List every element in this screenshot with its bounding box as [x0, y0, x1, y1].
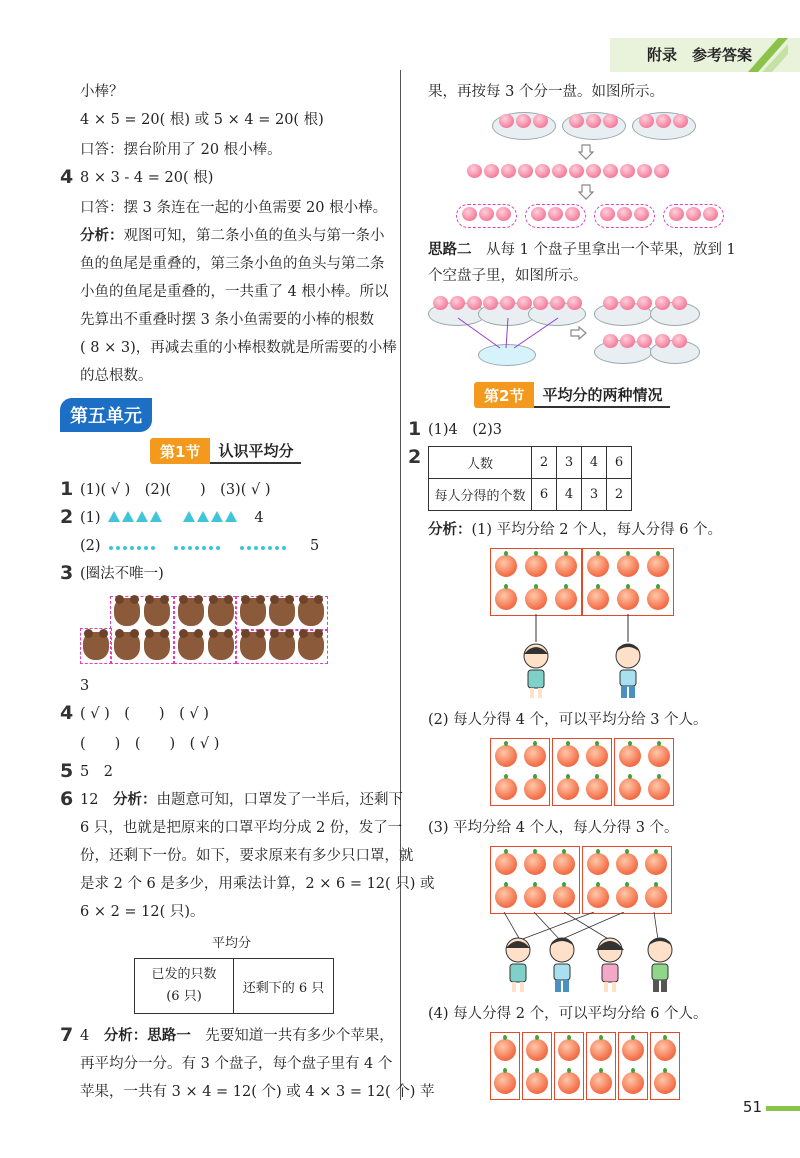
question-number: 2 — [60, 506, 74, 528]
bear-icon — [144, 632, 170, 660]
analysis-label: 思路二 — [428, 242, 472, 258]
section-tag-1 — [150, 438, 301, 464]
text-line: 是求 2 个 6 是多少，用乘法计算，2 × 6 = 12( 只) 或 — [80, 876, 435, 892]
text-line: 6 × 2 = 12( 只)。 — [80, 904, 205, 920]
dot-answer-line — [80, 536, 319, 556]
item-answer: 4 — [254, 510, 264, 526]
analysis-line — [80, 790, 403, 810]
unit-title: 第五单元 — [60, 398, 152, 432]
apple-groups-circled — [456, 204, 724, 228]
table-header-cell: 人数 — [429, 447, 532, 479]
circle-group — [456, 204, 517, 228]
item-answer: 12 — [80, 792, 99, 808]
item-answer: 5 — [309, 538, 320, 554]
cell-text: 已发的只数 — [151, 967, 217, 982]
analysis-text: 由题意可知，口罩发了一半后，还剩下 — [156, 792, 403, 808]
circle-group — [594, 204, 655, 228]
peach-group — [554, 1032, 584, 1100]
analysis-label: 分析： — [112, 792, 157, 808]
text-line: 5 2 — [80, 764, 113, 780]
section-tag-2 — [474, 382, 670, 408]
bear-icon — [114, 598, 140, 626]
question-number: 4 — [60, 166, 74, 188]
table-cell: 2 — [607, 479, 632, 511]
text-line: ( ) ( ) ( √ ) — [80, 736, 220, 752]
child-girl-icon — [498, 934, 538, 994]
table-cell: 3 — [582, 479, 607, 511]
text-line: 苹果，一共有 3 × 4 = 12( 个) 或 4 × 3 = 12( 个) 苹 — [80, 1084, 435, 1100]
apple-group — [498, 114, 549, 132]
column-divider — [400, 70, 401, 1100]
text-line: 个空盘子里，如图所示。 — [428, 268, 588, 284]
text-line: 小棒？ — [80, 84, 124, 100]
text-line: ( 8 × 3)，再减去重的小棒根数就是所需要的小棒 — [80, 340, 397, 356]
text-line: 份，还剩下一份。如下，要求原来有多少只口罩，就 — [80, 848, 414, 864]
bear-icon — [269, 632, 295, 660]
text-line: 8 × 3 - 4 = 20( 根) — [80, 170, 214, 186]
bear-icon — [208, 598, 234, 626]
child-girl-icon — [590, 934, 630, 994]
text-line: 3 — [80, 678, 90, 694]
distribution-table — [428, 446, 632, 511]
header-title: 附录 参考答案 — [646, 46, 752, 64]
item-prefix: (2) — [80, 538, 101, 554]
peach-group — [552, 738, 612, 806]
peach-groups — [490, 846, 672, 914]
question-number: 3 — [60, 562, 74, 584]
dot-group-icon — [238, 538, 287, 554]
bear-icon — [83, 632, 109, 660]
child-girl-icon — [516, 640, 556, 700]
text-line: (3) 平均分给 4 个人，每人分得 3 个。 — [428, 820, 679, 836]
table-cell: 4 — [582, 447, 607, 479]
table-header-cell: 每人分得的个数 — [429, 479, 532, 511]
table-cell: 还剩下的 6 只 — [234, 959, 334, 1014]
child-boy-icon — [640, 934, 680, 994]
arrow-down-icon — [578, 144, 594, 160]
table-cell: 2 — [532, 447, 557, 479]
question-number: 6 — [60, 788, 74, 810]
question-number: 1 — [60, 478, 74, 500]
bears-figure — [80, 596, 330, 662]
text-line: (4) 每人分得 2 个，可以平均分给 6 个人。 — [428, 1006, 708, 1022]
text-line: 口答：摆台阶用了 20 根小棒。 — [80, 142, 282, 158]
text-line: 鱼的鱼尾是重叠的，第三条小鱼的鱼头与第二条 — [80, 256, 385, 272]
triangle-answer-line — [80, 508, 264, 528]
mask-table — [134, 958, 334, 1014]
triangle-group-icon — [107, 510, 163, 526]
text-line: (1)4 (2)3 — [428, 422, 503, 438]
child-boy-icon — [608, 640, 648, 700]
peach-group — [614, 738, 674, 806]
peach-group — [618, 1032, 648, 1100]
text-line: 果，再按每 3 个分一盘。如图所示。 — [428, 84, 664, 100]
item-answer: 4 — [80, 1028, 90, 1044]
peach-group — [522, 1032, 552, 1100]
question-number: 7 — [60, 1024, 74, 1046]
analysis-line — [428, 520, 722, 540]
dot-group-icon — [107, 538, 156, 554]
peach-group — [490, 1032, 520, 1100]
bear-icon — [240, 632, 266, 660]
page-number-bar — [766, 1106, 800, 1111]
redistribute-figure — [428, 294, 698, 366]
section-number: 第1节 — [150, 438, 210, 464]
text-line: 再平均分一分。有 3 个盘子，每个盘子里有 4 个 — [80, 1056, 393, 1072]
analysis-line — [80, 1026, 394, 1046]
triangle-group-icon — [182, 510, 238, 526]
peach-group — [582, 548, 674, 616]
analysis-text: 观图可知，第二条小鱼的鱼头与第一条小 — [123, 228, 385, 244]
peach-group — [586, 1032, 616, 1100]
question-number: 4 — [60, 702, 74, 724]
section-number: 第2节 — [474, 382, 534, 408]
bear-icon — [298, 598, 324, 626]
peach-groups — [490, 1032, 680, 1100]
apple-group — [638, 114, 689, 132]
text-line: 先算出不重叠时摆 3 条小鱼需要的小棒的根数 — [80, 312, 374, 328]
analysis-line — [80, 226, 385, 246]
text-line: (1)( √ ) (2)( ) (3)( √ ) — [80, 482, 271, 498]
question-number: 2 — [408, 446, 422, 468]
item-prefix: (1) — [80, 510, 101, 526]
peach-group — [582, 846, 672, 914]
text-line: 6 只，也就是把原来的口罩平均分成 2 份，发了一 — [80, 820, 403, 836]
bear-icon — [240, 598, 266, 626]
analysis-text: 先要知道一共有多少个苹果， — [205, 1028, 394, 1044]
section-title: 平均分的两种情况 — [534, 382, 670, 408]
header-decoration-icon — [748, 38, 788, 72]
text-line: (圈法不唯一) — [80, 566, 164, 582]
table-cell: 3 — [557, 447, 582, 479]
analysis-line — [428, 240, 736, 260]
text-line: ( √ ) ( ) ( √ ) — [80, 706, 209, 722]
analysis-label: 分析： — [80, 228, 124, 244]
text-line: 口答：摆 3 条连在一起的小鱼需要 20 根小棒。 — [80, 200, 388, 216]
text-line: 4 × 5 = 20( 根) 或 5 × 4 = 20( 根) — [80, 112, 324, 128]
peach-groups — [490, 738, 674, 806]
apple-group — [568, 114, 619, 132]
bear-icon — [269, 598, 295, 626]
analysis-text: (1) 平均分给 2 个人，每人分得 6 个。 — [471, 522, 723, 538]
dot-group-icon — [173, 538, 222, 554]
peach-group — [490, 846, 580, 914]
text-line: 小鱼的鱼尾是重叠的，一共重了 4 根小棒。所以 — [80, 284, 389, 300]
bear-icon — [178, 598, 204, 626]
table-cell — [135, 959, 234, 1014]
analysis-text: 从每 1 个盘子里拿出一个苹果，放到 1 — [486, 242, 736, 258]
bear-icon — [298, 632, 324, 660]
child-boy-icon — [542, 934, 582, 994]
apple-row — [466, 164, 670, 182]
arrow-down-icon — [578, 184, 594, 200]
cell-text: (6 只) — [166, 989, 202, 1004]
analysis-label: 分析：思路一 — [103, 1028, 191, 1044]
table-cell: 6 — [607, 447, 632, 479]
analysis-label: 分析： — [428, 522, 472, 538]
text-line: (2) 每人分得 4 个，可以平均分给 3 个人。 — [428, 712, 708, 728]
circle-group — [525, 204, 586, 228]
page-number: 51 — [742, 1098, 762, 1116]
question-number: 1 — [408, 418, 422, 440]
section-title: 认识平均分 — [210, 438, 301, 464]
peach-group — [650, 1032, 680, 1100]
table-title: 平均分 — [212, 936, 252, 951]
table-cell: 4 — [557, 479, 582, 511]
peach-group — [490, 738, 550, 806]
table-cell: 6 — [532, 479, 557, 511]
question-number: 5 — [60, 760, 74, 782]
bear-icon — [114, 632, 140, 660]
bear-icon — [208, 632, 234, 660]
arrow-right-icon — [570, 326, 588, 340]
bear-icon — [144, 598, 170, 626]
bear-icon — [178, 632, 204, 660]
text-line: 的总根数。 — [80, 368, 153, 384]
peach-group — [490, 548, 582, 616]
circle-group — [663, 204, 724, 228]
